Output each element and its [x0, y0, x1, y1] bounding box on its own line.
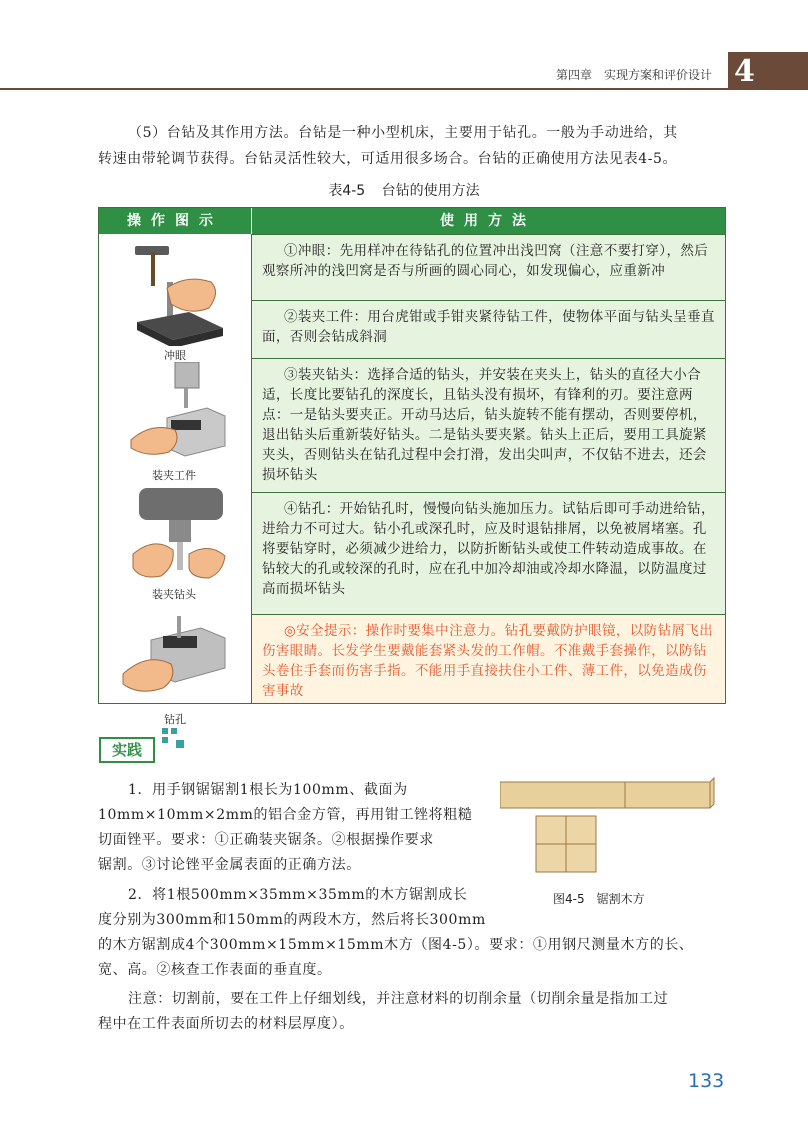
decor-square — [162, 737, 168, 743]
header-rule — [0, 88, 728, 90]
practice-line: 1．用手钢锯锯割1根长为100mm、截面为 — [128, 782, 408, 798]
note-line: 程中在工件表面所切去的材料层厚度）。 — [98, 1016, 354, 1032]
intro-line: 转速由带轮调节获得。台钻灵活性较大，可适用很多场合。台钻的正确使用方法见表4-5。 — [98, 151, 678, 167]
practice-note — [98, 987, 728, 1037]
intro-paragraph — [98, 120, 726, 172]
install-bit-illustration — [129, 484, 229, 594]
page-number: 133 — [688, 1070, 725, 1092]
method-text: ①冲眼：先用样冲在待钻孔的位置冲出浅凹窝（注意不要打穿），然后观察所冲的浅凹窝是否与所画的圆心同心，如发现偏心，应重新冲 — [262, 243, 709, 279]
clamp-workpiece-illustration — [129, 362, 229, 466]
label-punch: 冲眼 — [164, 349, 186, 362]
safety-tip-text: ◎安全提示：操作时要集中注意力。钻孔要戴防护眼镜，以防钻屑飞出伤害眼睛。长发学生要戴能套紧头发的工作帽。不准戴手套操作，以防钻头卷住手套而伤害手指。不能用手直接扶住小工件、薄工件，以免造成伤害事故 — [262, 623, 714, 699]
practice-line: 度分别为300mm和150mm的两段木方，然后将长300mm — [98, 912, 486, 928]
figure-caption: 图4-5 锯割木方 — [553, 892, 645, 906]
method-text: ②装夹工件：用台虎钳或手钳夹紧待钻工件，使物体平面与钻头呈垂直面，否则会钻成斜洞 — [262, 309, 715, 345]
chapter-number: 4 — [734, 53, 755, 89]
practice-line: 宽、高。②核查工作表面的垂直度。 — [98, 962, 332, 978]
practice-heading: 实践 — [99, 737, 155, 763]
chapter-tab — [728, 52, 808, 90]
wood-sawing-figure — [500, 776, 720, 876]
method-text: ③装夹钻头：选择合适的钻头，并安装在夹头上，钻头的直径大小合适，长度比要钻孔的深度长，且钻头没有损坏，有锋利的刃。要注意两点：一是钻头要夹正。开动马达后，钻头旋转不能有摆动，否则要停机，退出钻头后重新装好钻头。二是钻头要夹紧。钻头上正后，要用工具旋紧夹头，否则钻头在钻孔过程中会打滑，发出尖叫声，不仅钻不进去，还会损坏钻头 — [262, 367, 707, 483]
method-row — [252, 358, 725, 492]
label-install-bit: 装夹钻头 — [152, 588, 196, 601]
method-row — [252, 300, 725, 358]
drill-usage-table — [98, 207, 726, 726]
chapter-title: 第四章 实现方案和评价设计 — [555, 68, 712, 82]
method-row — [252, 492, 725, 614]
decor-square — [171, 728, 177, 734]
practice-line: 10mm×10mm×2mm的铝合金方管，再用钳工锉将粗糙 — [98, 807, 473, 823]
column-header-illustration: 操作图示 — [99, 208, 252, 234]
drilling-illustration — [121, 616, 229, 712]
table-caption-title: 台钻的使用方法 — [381, 183, 480, 199]
practice-line: 的木方锯割成4个300mm×15mm×15mm木方（图4-5）。要求：①用钢尺测量木方的长、 — [98, 937, 694, 953]
label-clamp-workpiece: 装夹工件 — [152, 469, 196, 482]
practice-line: 2．将1根500mm×35mm×35mm的木方锯割成长 — [128, 887, 468, 903]
decor-square — [176, 740, 184, 748]
punch-illustration — [127, 242, 227, 346]
table-caption-number: 表4-5 — [328, 183, 366, 199]
practice-item-2 — [98, 883, 728, 983]
intro-line: （5）台钻及其作用方法。台钻是一种小型机床，主要用于钻孔。一般为手动进给，其 — [128, 125, 678, 141]
safety-tip-row — [252, 614, 725, 703]
table-caption — [0, 180, 808, 200]
label-drilling: 钻孔 — [164, 713, 186, 726]
method-row — [252, 234, 725, 300]
practice-item-1 — [98, 778, 478, 878]
illustration-column — [99, 234, 252, 726]
method-text: ④钻孔：开始钻孔时，慢慢向钻头施加压力。试钻后即可手动进给钻，进给力不可过大。钻小孔或深孔时，应及时退钻排屑，以免被屑堵塞。孔将要钻穿时，必须减少进给力，以防折断钻头或使工件转动造成事故。在钻较大的孔或较深的孔时，应在孔中加冷却油或冷却水降温，以防温度过高而损坏钻头 — [262, 501, 715, 597]
table-header — [99, 208, 725, 234]
practice-line: 锯割。③讨论锉平金属表面的正确方法。 — [98, 857, 361, 873]
practice-line: 切面锉平。要求：①正确装夹锯条。②根据操作要求 — [98, 832, 434, 848]
column-header-method: 使用方法 — [440, 213, 536, 229]
decor-square — [162, 728, 168, 734]
note-line: 注意：切割前，要在工件上仔细划线，并注意材料的切削余量（切削余量是指加工过 — [128, 991, 669, 1007]
